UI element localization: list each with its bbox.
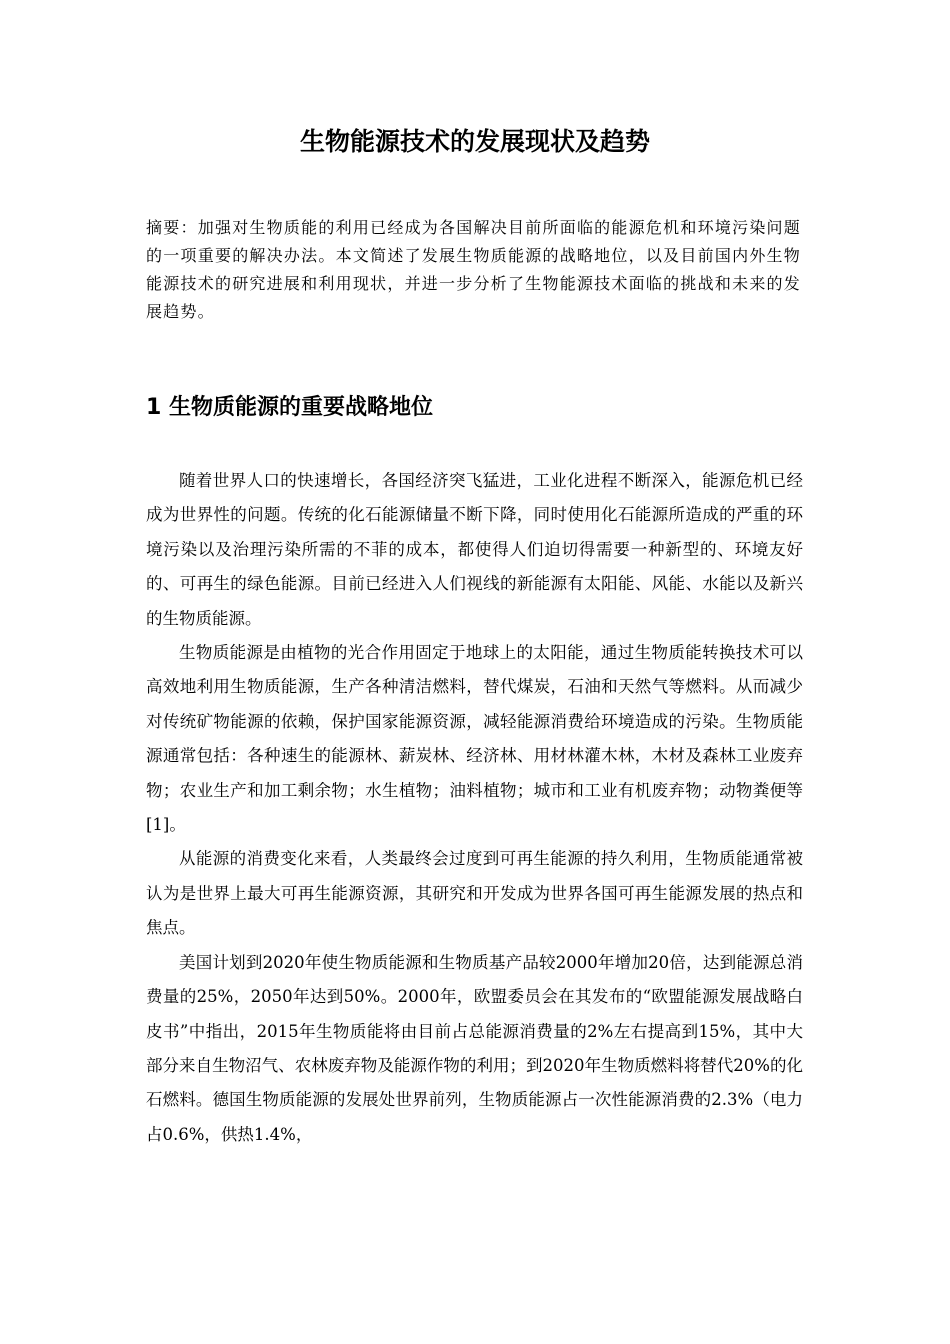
abstract-text: 摘要：加强对生物质能的利用已经成为各国解决目前所面临的能源危机和环境污染问题的一项重要的解决办法。本文简述了发展生物质能源的战略地位，以及目前国内外生物能源技术的研究进展和利用现状，并进一步分析了生物能源技术面临的挑战和未来的发展趋势。 — [146, 218, 801, 321]
paragraph: 从能源的消费变化来看，人类最终会过度到可再生能源的持久利用，生物质能通常被认为是世界上最大可再生能源资源，其研究和开发成为世界各国可再生能源发展的热点和焦点。 — [146, 849, 803, 938]
abstract — [146, 214, 801, 326]
section-body — [146, 464, 803, 1152]
section-heading: 1 生物质能源的重要战略地位 — [146, 395, 433, 420]
paragraph: 随着世界人口的快速增长，各国经济突飞猛进，工业化进程不断深入，能源危机已经成为世界性的问题。传统的化石能源储量不断下降，同时使用化石能源所造成的严重的环境污染以及治理污染所需的不菲的成本，都使得人们迫切得需要一种新型的、环境友好的、可再生的绿色能源。目前已经进入人们视线的新能源有太阳能、风能、水能以及新兴的生物质能源。 — [146, 471, 803, 628]
document-title: 生物能源技术的发展现状及趋势 — [299, 127, 650, 156]
paragraph: 生物质能源是由植物的光合作用固定于地球上的太阳能，通过生物质能转换技术可以高效地利用生物质能源，生产各种清洁燃料，替代煤炭，石油和天然气等燃料。从而减少对传统矿物能源的依赖，保护国家能源资源，减轻能源消费给环境造成的污染。生物质能源通常包括：各种速生的能源林、薪炭林、经济林、用材林灌木林，木材及森林工业废弃物；农业生产和加工剩余物；水生植物；油料植物；城市和工业有机废弃物；动物粪便等[1]。 — [146, 643, 803, 835]
paragraph: 美国计划到2020年使生物质能源和生物质基产品较2000年增加20倍，达到能源总消费量的25%，2050年达到50%。2000年，欧盟委员会在其发布的“欧盟能源发展战略白皮书”中指出，2015年生物质能将由目前占总能源消费量的2%左右提高到15%，其中大部分来自生物沼气、农林废弃物及能源作物的利用；到2020年生物质燃料将替代20%的化石燃料。德国生物质能源的发展处世界前列，生物质能源占一次性能源消费的2.3%（电力占0.6%，供热1.4%， — [146, 952, 803, 1144]
